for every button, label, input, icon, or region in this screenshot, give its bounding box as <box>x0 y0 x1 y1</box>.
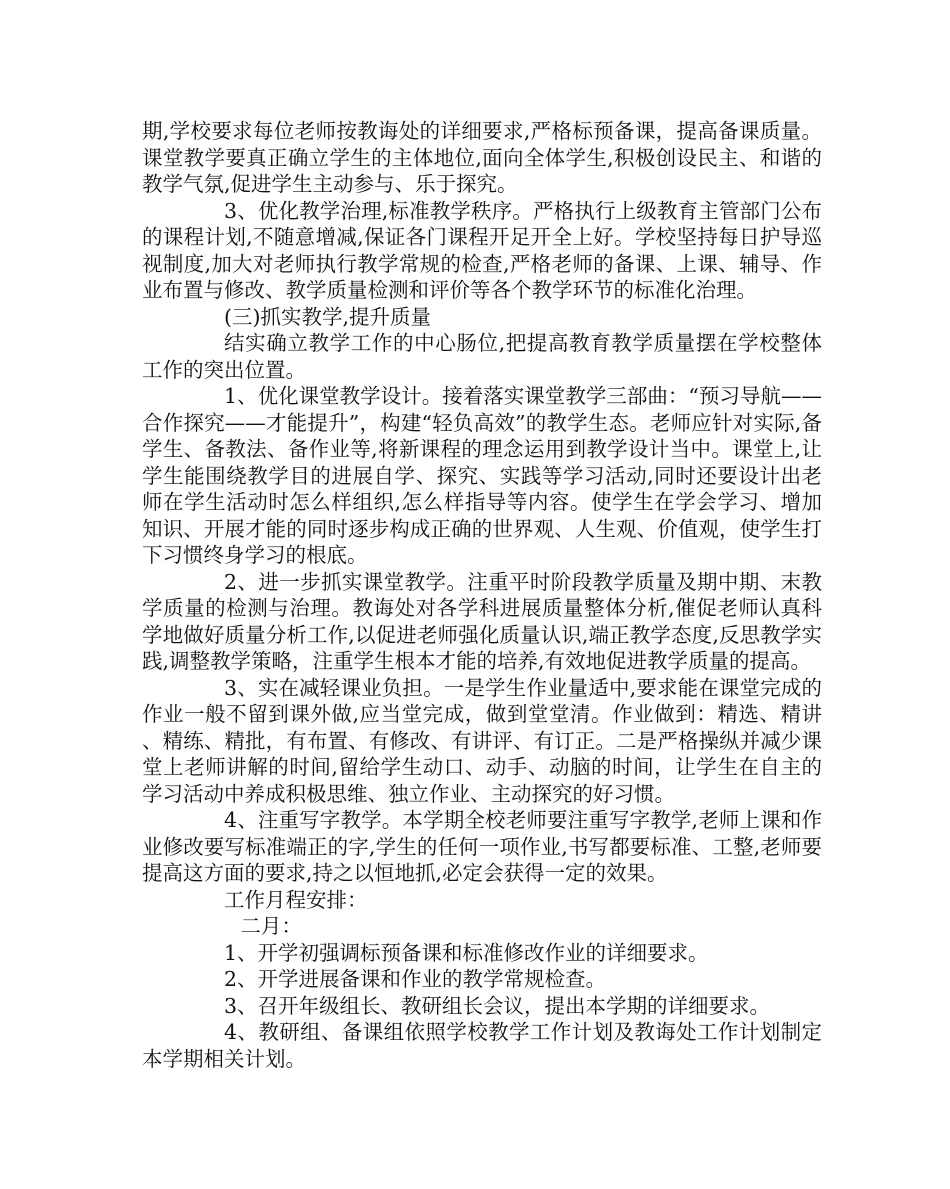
section-heading: (三)抓实教学,提升质量 <box>224 304 432 329</box>
paragraph-classroom-design: 1、优化课堂教学设计。接着落实课堂教学三部曲：“预习导航——合作探究——才能提升”，构建“轻负高效”的教学生态。老师应针对实际,备学生、备教法、备作业等,将新课程的理念运用到教学设计当中。课堂上,让学生能围绕教学目的进展自学、探究、实践等学习活动,同时还要设计出老师在学生活动时怎么样组织,怎么样指导等内容。使学生在学会学习、增加知识、开展才能的同时逐步构成正确的世界观、人生观、价值观，使学生打下习惯终身学习的根底。 <box>142 384 822 567</box>
month-heading: 二月： <box>240 914 302 938</box>
paragraph-reduce-burden: 3、实在减轻课业负担。一是学生作业量适中,要求能在课堂完成的作业一般不留到课外做,应当堂完成，做到堂堂清。作业做到：精选、精讲、精练、精批，有布置、有修改、有讲评、有订正。二是严格操纵并减少课堂上老师讲解的时间,留给学生动口、动手、动脑的时间，让学生在自主的学习活动中养成积极思维、独立作业、主动探究的好习惯。 <box>142 675 822 806</box>
paragraph-teaching-management: 3、优化教学治理,标准教学秩序。严格执行上级教育主管部门公布的课程计划,不随意增减,保证各门课程开足开全上好。学校坚持每日护导巡视制度,加大对老师执行教学常规的检查,严格老师的备课、上课、辅导、作业布置与修改、教学质量检测和评价等各个教学环节的标准化治理。 <box>142 198 822 302</box>
schedule-item-2: 2、开学进展备课和作业的教学常规检查。 <box>224 967 607 991</box>
schedule-item-3: 3、召开年级组长、教研组长会议，提出本学期的详细要求。 <box>224 993 771 1018</box>
schedule-item-4: 4、教研组、备课组依照学校教学工作计划及教诲处工作计划制定本学期相关计划。 <box>142 1020 822 1071</box>
document-body <box>142 118 822 1072</box>
paragraph-classroom-teaching: 2、进一步抓实课堂教学。注重平时阶段教学质量及期中期、末教学质量的检测与治理。教诲处对各学科进展质量整体分析,催促老师认真科学地做好质量分析工作,以促进老师强化质量认识,端正教学态度,反思教学实践,调整教学策略，注重学生根本才能的培养,有效地促进教学质量的提高。 <box>142 569 822 673</box>
schedule-item-1: 1、开学初强调标预备课和标准修改作业的详细要求。 <box>224 940 709 965</box>
schedule-heading: 工作月程安排： <box>224 887 368 912</box>
paragraph-writing-teaching: 4、注重写字教学。本学期全校老师要注重写字教学,老师上课和作业修改要写标准端正的字,学生的任何一项作业,书写都要标准、工整,老师要提高这方面的要求,持之以恒地抓,必定会获得一定的效果。 <box>142 808 822 885</box>
paragraph-center-position: 结实确立教学工作的中心肠位,把提高教育教学质量摆在学校整体工作的突出位置。 <box>142 331 822 382</box>
paragraph-continuation: 期,学校要求每位老师按教诲处的详细要求,严格标预备课，提高备课质量。课堂教学要真正确立学生的主体地位,面向全体学生,积极创设民主、和谐的教学气氛,促进学生主动参与、乐于探究。 <box>142 119 822 196</box>
